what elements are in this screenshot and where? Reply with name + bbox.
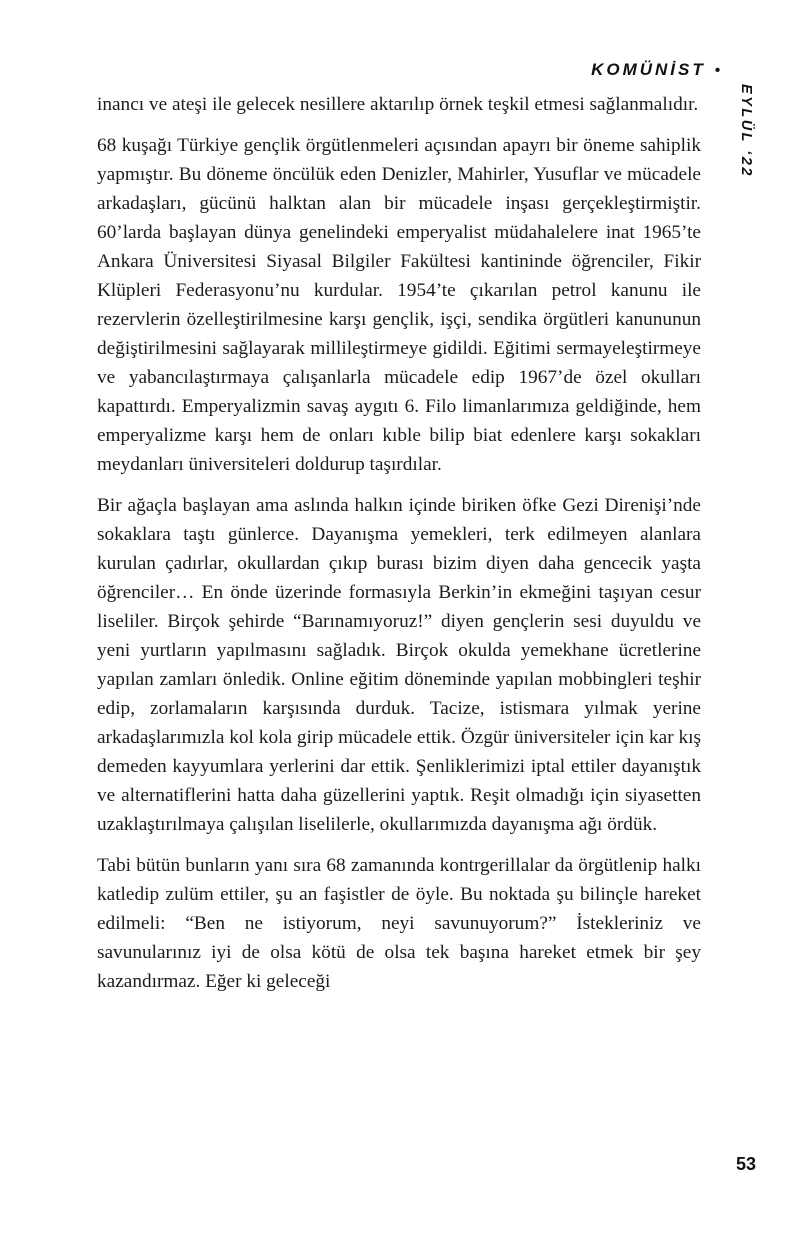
page-number: 53 bbox=[735, 1154, 756, 1174]
paragraph-continuation: inancı ve ateşi ile gelecek nesillere aktarılıp örnek teşkil etmesi sağlanmalıdır. bbox=[97, 94, 699, 115]
bullet-icon: • bbox=[714, 61, 720, 79]
paragraph-68-generation: 68 kuşağı Türkiye gençlik örgütlenmeleri açısından apayrı bir öneme sahiplik yapmıştır. Bu döneme öncülük eden Denizler, Mahirler, Yusuflar ve mücadele arkadaşları, gücünü halktan alan bir mücadele inşası gerçekleştirmiştir. 60’larda başlayan dünya genelindeki emperyalist müdahalelere inat 1965’te Ankara Üniversitesi Siyasal Bilgiler Fakültesi kantininde öğrenciler, Fikir Klüpleri Federasyonu’nu kurdular. 1954’te çıkarılan petrol kanunu ile rezervlerin özelleştirilmesine karşı gençlik, işçi, sendika örgütleri kanununun değiştirilmesini sağlayarak millileştirmeye gidildi. Eğitimi sermayeleştirmeye ve yabancılaştırmaya çalışanlarla mücadele edip 1967’de özel okulları kapattırdı. Emperyalizmin savaş aygıtı 6. Filo limanlarımıza geldiğinde, hem emperyalizme karşı hem de onları kıble bilip biat edenlere karşı sokakları meydanları üniversiteleri doldurup taşırdılar. bbox=[97, 135, 701, 475]
page-header bbox=[591, 60, 720, 80]
paragraph-gezi-resistance: Bir ağaçla başlayan ama aslında halkın içinde biriken öfke Gezi Direnişi’nde sokaklara taştı günlerce. Dayanışma yemekleri, terk edilmeyen alanlara kurulan çadırlar, okullardan çıkıp burası bizim diyen daha gencecik yaşta öğrenciler… En önde üzerinde formasıyla Berkin’in ekmeğini taşıyan cesur liseliler. Birçok şehirde “Barınamıyoruz!” diyen gençlerin sesi duyuldu ve yeni yurtların yapılmasını sağladık. Birçok okulda yemekhane ücretlerine yapılan zamları önledik. Online eğitim döneminde yapılan mobbingleri teşhir edip, zorlamaların karşısında durduk. Tacize, istismara yılmak yerine arkadaşlarımızla kol kola girip mücadele ettik. Özgür üniversiteler için kar kış demeden kayyumlara yerlerini dar ettik. Şenliklerimizi iptal ettiler dayanıştık ve alternatiflerini hatta daha güzellerini yaptık. Reşit olmadığı için siyasetten uzaklaştırılmaya çalışılan liselilerle, okullarımızda dayanışma ağı ördük. bbox=[97, 495, 701, 835]
page-body bbox=[97, 90, 701, 1008]
paragraph-conclusion: Tabi bütün bunların yanı sıra 68 zamanında kontrgerillalar da örgütlenip halkı katledip zulüm ettiler, şu an faşistler de öyle. Bu noktada şu bilinçle hareket edilmeli: “Ben ne istiyorum, neyi savunuyorum?” İstekleriniz ve savunularınız iyi de olsa kötü de olsa tek başına hareket etmek bir şey kazandırmaz. Eğer ki geleceği bbox=[97, 855, 701, 992]
issue-label: EYLÜL ‘22 bbox=[738, 84, 754, 178]
magazine-title: KOMÜNİST bbox=[591, 60, 706, 79]
